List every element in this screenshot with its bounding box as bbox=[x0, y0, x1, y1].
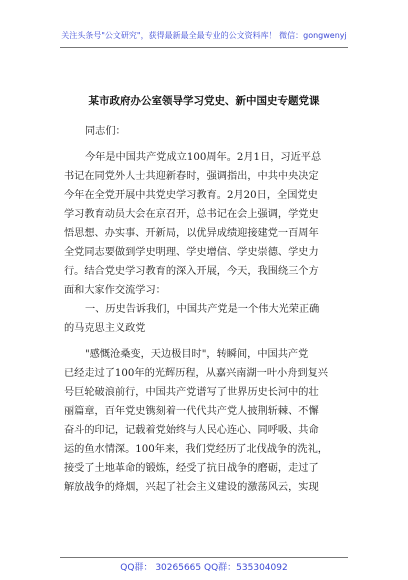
body-line: 全党同志要做到学史明理、学史增信、学史崇德、学史力 bbox=[64, 247, 319, 258]
section-heading: 一、历史告诉我们，中国共产党是一个伟大光荣正确 bbox=[85, 304, 320, 315]
footer-contact-text: QQ群： 30265665 QQ群：535304092 bbox=[120, 563, 288, 573]
body-line: 悟思想、办实事、开新局，以优异成绩迎接建党一百周年 bbox=[64, 228, 319, 239]
body-line: 今年是中国共产党成立100周年。2月1日，习近平总 bbox=[85, 152, 322, 163]
body-line: "感慨沧桑变，天边极目时"，转瞬间，中国共产党 bbox=[85, 349, 309, 360]
header-promo-text: 关注头条号"公文研究"，获得最新最全最专业的公文资料库！ 微信：gongwenyj bbox=[61, 31, 347, 40]
body-line: 接受了土地革命的锻炼，经受了抗日战争的磨砺，走过了 bbox=[64, 463, 319, 474]
body-line: 今年在全党开展中共党史学习教育。2月20日，全国党史 bbox=[64, 190, 318, 201]
body-line: 号巨轮破浪前行，中国共产党谱写了世界历史长河中的壮 bbox=[64, 387, 319, 398]
salutation: 同志们： bbox=[85, 126, 126, 137]
body-line: 学习教育动员大会在京召开，总书记在会上强调，学党史 bbox=[64, 209, 319, 220]
body-line: 奋斗的印记，记载着党始终与人民心连心、同呼吸、共命 bbox=[64, 425, 319, 436]
body-line: 书记在同党外人士共迎新春时，强调指出，中共中央决定 bbox=[64, 171, 319, 182]
body-line: 面和大家作交流学习： bbox=[64, 285, 166, 296]
body-line: 运的鱼水情深。100年来，我们党经历了北伐战争的洗礼， bbox=[64, 444, 328, 455]
body-line: 行。结合党史学习教育的深入开展，今天，我围绕三个方 bbox=[64, 266, 319, 277]
body-line: 已经走过了100年的光辉历程，从嘉兴南湖一叶小舟到复兴 bbox=[64, 368, 328, 379]
body-line: 丽篇章，百年党史镌刻着一代代共产党人披荆斩棘、不懈 bbox=[64, 406, 319, 417]
footer-divider bbox=[60, 557, 348, 558]
document-title: 某市政府办公室领导学习党史、新中国史专题党课 bbox=[88, 95, 320, 107]
section-heading: 的马克思主义政党 bbox=[64, 323, 146, 334]
header-divider bbox=[60, 47, 348, 48]
body-line: 解放战争的烽烟，兴起了社会主义建设的激荡风云，实现 bbox=[64, 482, 319, 493]
